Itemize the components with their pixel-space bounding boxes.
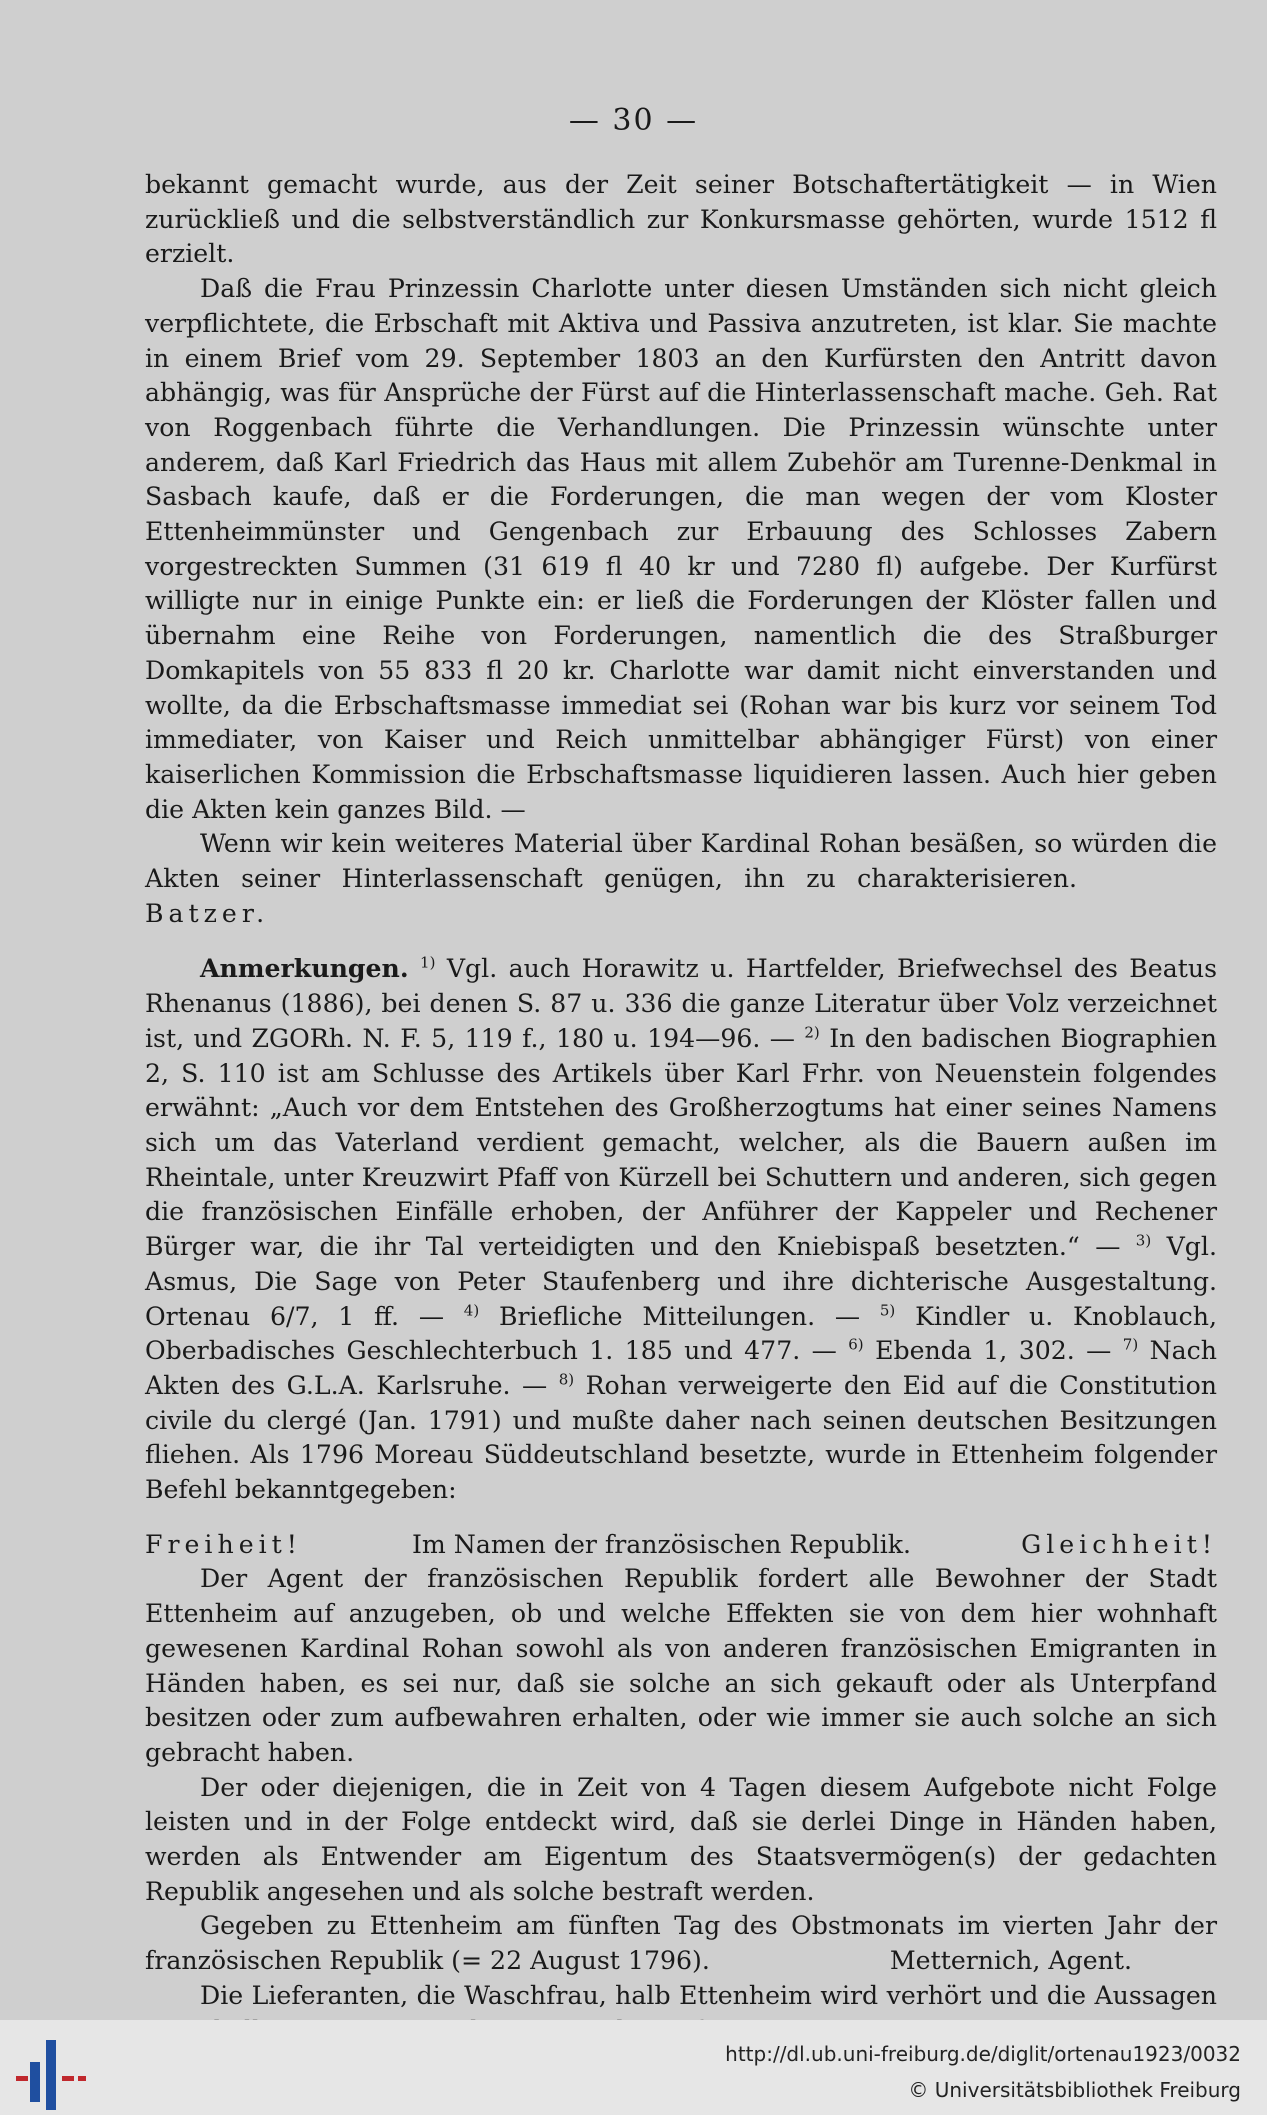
note-marker: 4) <box>463 1301 480 1320</box>
note-text: Briefliche Mitteilungen. — <box>479 1301 880 1331</box>
notes-heading: Anmerkungen. <box>200 953 409 984</box>
proclamation-center: Im Namen der französischen Republik. <box>411 1529 912 1559</box>
notes-block <box>145 951 1217 1507</box>
note-marker: 7) <box>1122 1335 1139 1354</box>
note-text: Ebenda 1, 302. — <box>863 1336 1123 1366</box>
decree-dated <box>145 1909 1217 1978</box>
note-marker: 2) <box>804 1023 820 1042</box>
proclamation-right: Gleichheit! <box>1021 1529 1217 1559</box>
library-logo-icon <box>16 2040 86 2110</box>
note-text: Vgl. Asmus, Die Sage von Peter Staufenberg und ihre dichterische Ausgestaltung. Ortenau 6/7, 1 ff. — <box>145 1232 1217 1331</box>
footer-bar <box>0 2020 1267 2115</box>
paragraph <box>145 827 1217 931</box>
note-text: Rohan verweigerte den Eid auf die Constitution civile du clergé (Jan. 1791) und mußte daher nach seinen deutschen Besitzungen fliehen. Als 1796 Moreau Süddeutschland besetzte, wurde in Ettenheim folgender Befehl bekanntgegeben: <box>145 1370 1217 1505</box>
note-marker: 3) <box>1135 1231 1152 1250</box>
proclamation-header <box>145 1528 1217 1563</box>
signer: Metternich, Agent. <box>889 1946 1132 1976</box>
note-text: In den badischen Biographien 2, S. 110 ist am Schlusse des Artikels über Karl Frhr. von Neuenstein folgendes erwähnt: „Auch vor dem Entstehen des Großherzogtums hat einer seines Namens sich um das Vaterland verdient gemacht, welcher, als die Bauern außen im Rheintale, unter Kreuzwirt Pfaff von Kürzell bei Schuttern und anderen, sich gegen die französischen Einfälle erhoben, der Anführer der Kappeler und Rechener Bürger war, die ihr Tal verteidigten und den Kniebispaß besetzten.“ — <box>145 1023 1217 1262</box>
copyright-notice: © Universitätsbibliothek Freiburg <box>908 2078 1241 2102</box>
note-marker: 1) <box>420 954 436 973</box>
body-text <box>145 168 1217 2048</box>
paragraph-text: Wenn wir kein weiteres Material über Kardinal Rohan besäßen, so würden die Akten seiner Hinterlassenschaft genügen, ihn zu charakterisieren. <box>145 829 1217 894</box>
note-marker: 8) <box>558 1370 575 1389</box>
note-marker: 5) <box>879 1301 896 1320</box>
proclamation-left: Freiheit! <box>145 1529 302 1559</box>
paragraph: bekannt gemacht wurde, aus der Zeit seiner Botschaftertätigkeit — in Wien zurückließ und die selbstverständlich zur Konkursmasse gehörten, wurde 1512 fl erzielt. <box>145 170 1217 269</box>
page-number: — 30 — <box>568 103 699 138</box>
author-signature: Batzer. <box>145 898 270 928</box>
paragraph: Daß die Frau Prinzessin Charlotte unter diesen Umständen sich nicht gleich verpflichtete, die Erbschaft mit Aktiva und Passiva anzutreten, ist klar. Sie machte in einem Brief vom 29. September 1803 an den Kurfürsten den Antritt davon abhängig, was für Ansprüche der Fürst auf die Hinterlassenschaft mache. Geh. Rat von Roggenbach führte die Verhandlungen. Die Prinzessin wünschte unter anderem, daß Karl Friedrich das Haus mit allem Zubehör am Turenne-Denkmal in Sasbach kaufe, daß er die Forderungen, die man wegen der vom Kloster Ettenheimmünster und Gengenbach zur Erbauung des Schlosses Zabern vorgestreckten Summen (31 619 fl 40 kr und 7280 fl) aufgebe. Der Kurfürst willigte nur in einige Punkte ein: er ließ die Forderungen der Klöster fallen und übernahm eine Reihe von Forderungen, namentlich die des Straßburger Domkapitels von 55 833 fl 20 kr. Charlotte war damit nicht einverstanden und wollte, da die Erbschaftsmasse immediat sei (Rohan war bis kurz vor seinem Tod immediater, von Kaiser und Reich unmittelbar abhängiger Fürst) von einer kaiserlichen Kommission die Erbschaftsmasse liquidieren lassen. Auch hier geben die Akten kein ganzes Bild. — <box>145 274 1217 824</box>
source-url-link[interactable]: http://dl.ub.uni-freiburg.de/diglit/ortenau1923/0032 <box>725 2042 1241 2066</box>
closing-paragraph: Die Lieferanten, die Waschfrau, halb Ettenheim wird verhört und die Aussagen <box>200 1980 1217 2010</box>
note-text: Vgl. auch Horawitz u. Hartfelder, Briefwechsel des Beatus Rhenanus (1886), bei denen S. 87 u. 336 die ganze Literatur über Volz verzeichnet ist, und ZGORh. N. F. 5, 119 f., 180 u. 194—96. — <box>145 954 1217 1053</box>
decree-paragraph: Der Agent der französischen Republik fordert alle Bewohner der Stadt Ettenheim auf anzugeben, ob und welche Effekten sie von dem hier wohnhaft gewesenen Kardinal Rohan sowohl als von anderen französischen Emigranten in Händen haben, es sei nur, daß sie solche an sich gekauft oder als Unterpfand besitzen oder zum aufbewahren erhalten, oder wie immer sie auch solche an sich gebracht haben. <box>145 1564 1217 1767</box>
dated-text: Gegeben zu Ettenheim am fünften Tag des Obstmonats im vierten Jahr der französischen Republik (= 22 August 1796). <box>145 1911 1217 1976</box>
note-marker: 6) <box>848 1335 864 1354</box>
note-text: Nach Akten des G.L.A. Karlsruhe. — <box>145 1336 1217 1400</box>
note-text: Kindler u. Knoblauch, Oberbadisches Geschlechterbuch 1. 185 und 477. — <box>145 1301 1218 1366</box>
decree-paragraph: Der oder diejenigen, die in Zeit von 4 Tagen diesem Aufgebote nicht Folge leisten und in der Folge entdeckt wird, daß sie derlei Dinge in Händen haben, werden als Entwender am Eigentum des Staatsvermögen(s) der gedachten Republik angesehen und als solche bestraft werden. <box>145 1772 1217 1906</box>
